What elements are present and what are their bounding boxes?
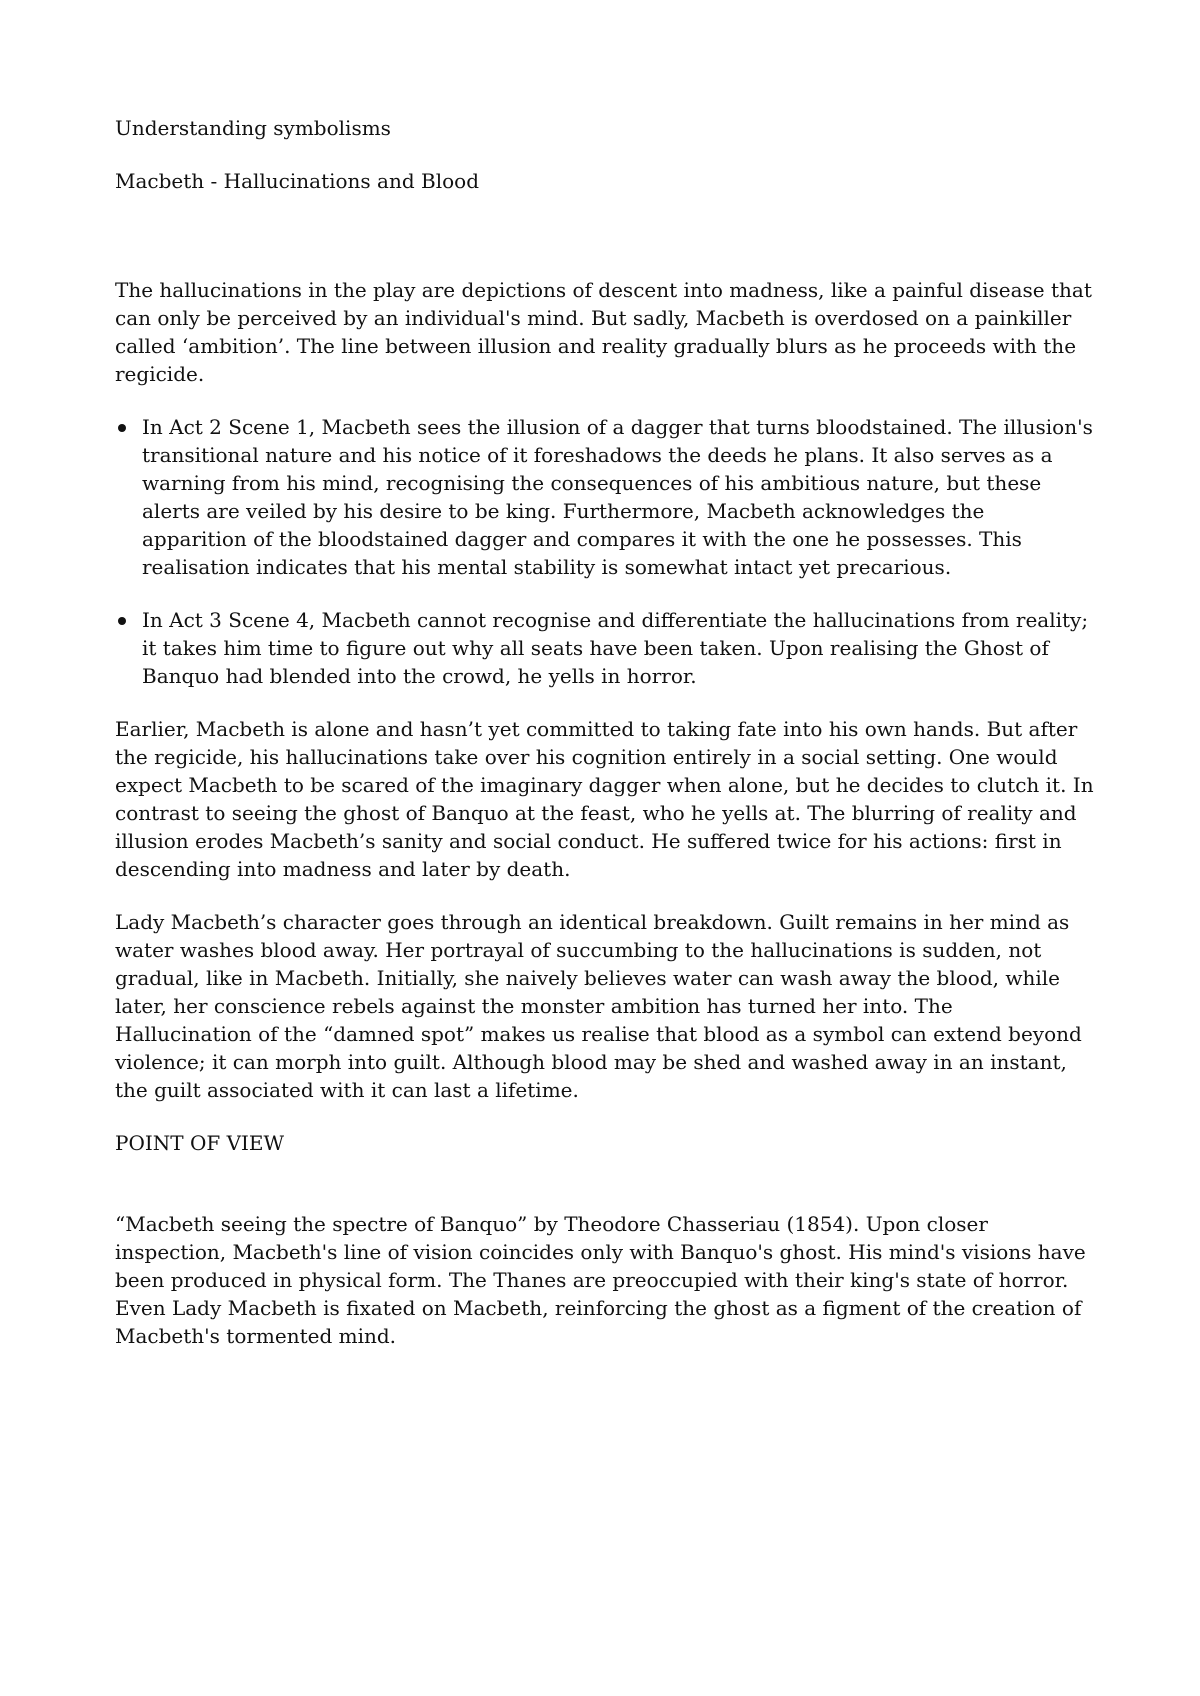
- list-item: [115, 413, 1095, 581]
- list-item: [115, 606, 1095, 690]
- point-of-view-paragraph: “Macbeth seeing the spectre of Banquo” by Theodore Chasseriau (1854). Upon closer inspection, Macbeth's line of vision coincides only with Banquo's ghost. His mind's visions have been produced in physical form. The Thanes are preoccupied with their king's state of horror. Even Lady Macbeth is fixated on Macbeth, reinforcing the ghost as a figment of the creation of Macbeth's tormented mind.: [115, 1212, 1086, 1348]
- bullet-list: [115, 413, 1095, 690]
- paragraph-lady-macbeth: Lady Macbeth’s character goes through an identical breakdown. Guilt remains in her mind as water washes blood away. Her portrayal of succumbing to the hallucinations is sudden, not gradual, like in Macbeth. Initially, she naively believes water can wash away the blood, while later, her conscience rebels against the monster ambition has turned her into. The Hallucination of the “damned spot” makes us realise that blood as a symbol can extend beyond violence; it can morph into guilt. Although blood may be shed and washed away in an instant, the guilt associated with it can last a lifetime.: [115, 910, 1082, 1102]
- intro-paragraph: The hallucinations in the play are depictions of descent into madness, like a painful disease that can only be perceived by an individual's mind. But sadly, Macbeth is overdosed on a painkiller called ‘ambition’. The line between illusion and reality gradually blurs as he proceeds with the regicide.: [115, 278, 1092, 386]
- document-title: Macbeth - Hallucinations and Blood: [115, 169, 479, 193]
- bullet-icon: [118, 424, 126, 432]
- bullet-text: In Act 2 Scene 1, Macbeth sees the illusion of a dagger that turns bloodstained. The illusion's transitional nature and his notice of it foreshadows the deeds he plans. It also serves as a warning from his mind, recognising the consequences of his ambitious nature, but these alerts are veiled by his desire to be king. Furthermore, Macbeth acknowledges the apparition of the bloodstained dagger and compares it with the one he possesses. This realisation indicates that his mental stability is somewhat intact yet precarious.: [142, 415, 1093, 579]
- section-label: Understanding symbolisms: [115, 116, 391, 140]
- paragraph-earlier: Earlier, Macbeth is alone and hasn’t yet committed to taking fate into his own hands. But after the regicide, his hallucinations take over his cognition entirely in a social setting. One would expect Macbeth to be scared of the imaginary dagger when alone, but he decides to clutch it. In contrast to seeing the ghost of Banquo at the feast, who he yells at. The blurring of reality and illusion erodes Macbeth’s sanity and social conduct. He suffered twice for his actions: first in descending into madness and later by death.: [115, 717, 1094, 881]
- bullet-icon: [118, 617, 126, 625]
- bullet-text: In Act 3 Scene 4, Macbeth cannot recognise and differentiate the hallucinations from reality; it takes him time to figure out why all seats have been taken. Upon realising the Ghost of Banquo had blended into the crowd, he yells in horror.: [142, 608, 1089, 688]
- point-of-view-heading: POINT OF VIEW: [115, 1131, 285, 1155]
- document-content: [115, 114, 1095, 1350]
